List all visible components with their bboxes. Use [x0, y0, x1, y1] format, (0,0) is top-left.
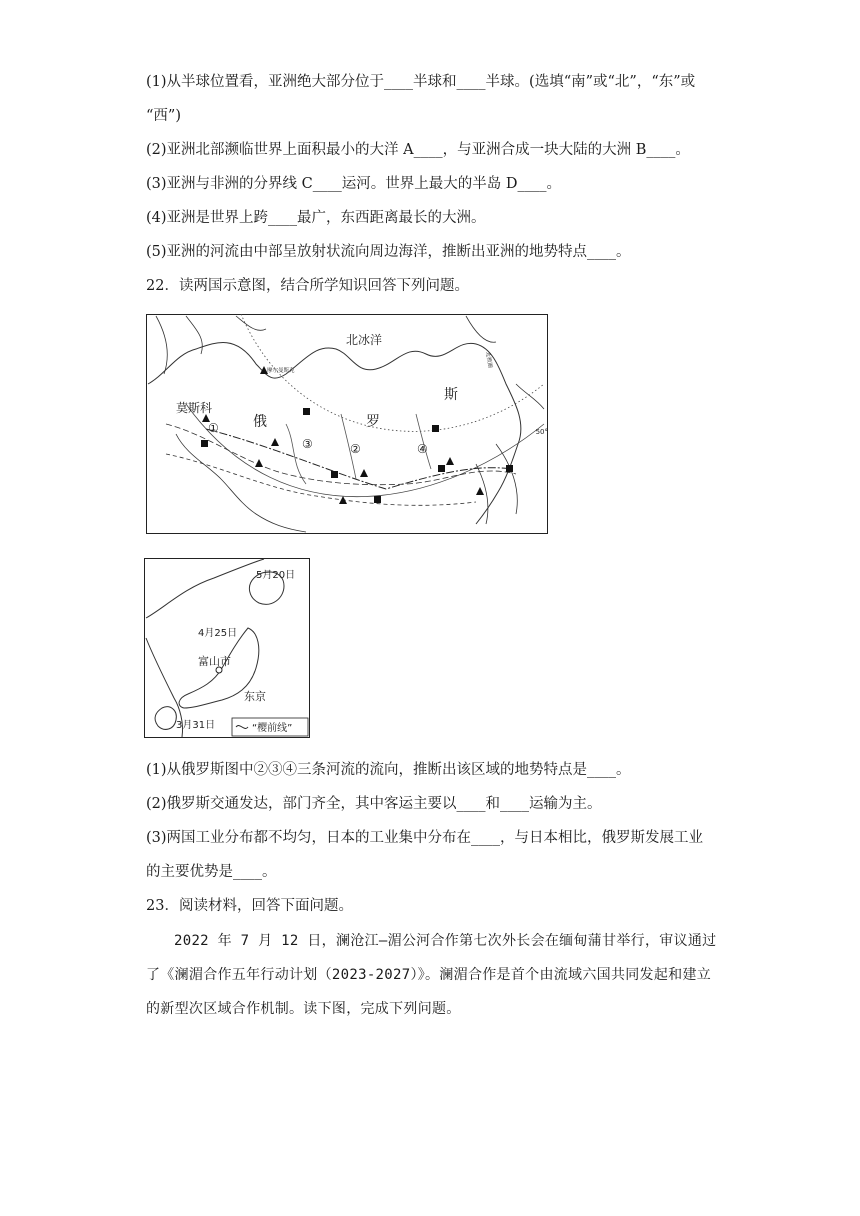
q22-sub1: (1)从俄罗斯图中②③④三条河流的流向，推断出该区域的地势特点是____。	[146, 762, 631, 778]
q21-sub1-line2: “西”)	[146, 108, 181, 124]
city-label-1: 富山市	[198, 655, 231, 668]
river-label-1: ①	[208, 421, 219, 435]
q22-sub3-line1: (3)两国工业分布都不均匀，日本的工业集中分布在____，与日本相比，俄罗斯发展工业	[146, 830, 704, 846]
country-label-3: 斯	[444, 387, 458, 403]
arctic-circle-label: 北极圈	[484, 351, 493, 369]
date-label-2: 4月25日	[198, 628, 238, 639]
river-label-4: ④	[417, 442, 428, 456]
q21-sub1-line1: (1)从半球位置看，亚洲绝大部分位于____半球和____半球。(选填“南”或“北”，“东”或	[146, 74, 696, 90]
q21-sub2: (2)亚洲北部濒临世界上面积最小的大洋 A____，与亚洲合成一块大陆的大洲 B____。	[146, 142, 690, 158]
q21-sub3: (3)亚洲与非洲的分界线 C____运河。世界上最大的半岛 D____。	[146, 176, 561, 192]
country-label-1: 俄	[253, 414, 267, 430]
murmansk-label: 摩尔曼斯克	[267, 368, 295, 374]
q21-sub4: (4)亚洲是世界上跨____最广，东西距离最长的大洲。	[146, 210, 486, 226]
river-label-3: ③	[302, 437, 313, 451]
q22-title: 22．读两国示意图，结合所学知识回答下列问题。	[146, 278, 469, 294]
moscow-label: 莫斯科	[176, 401, 213, 415]
q22-sub2: (2)俄罗斯交通发达，部门齐全，其中客运主要以____和____运输为主。	[146, 796, 602, 812]
city-label-2: 东京	[244, 690, 266, 703]
japan-map	[144, 558, 310, 738]
lat-label: 50°	[535, 428, 548, 436]
country-label-2: 罗	[366, 414, 380, 430]
q23-material: 2022 年 7 月 12 日，澜沧江—湄公河合作第七次外长会在缅甸蒲甘举行，审议通过了《澜湄合作五年行动计划（2023-2027）》。澜湄合作是首个由流域六国共同发起和建立的新型次区域合作机制。读下图，完成下列问题。	[146, 933, 717, 1017]
q23-title: 23．阅读材料，回答下面问题。	[146, 898, 353, 914]
ocean-label: 北冰洋	[346, 333, 383, 347]
q21-sub5: (5)亚洲的河流由中部呈放射状流向周边海洋，推断出亚洲的地势特点____。	[146, 244, 631, 260]
date-label-3: 3月31日	[176, 720, 216, 731]
russia-map	[146, 314, 548, 534]
river-label-2: ②	[350, 442, 361, 456]
date-label-1: 5月20日	[256, 570, 296, 581]
legend-label: “樱前线”	[252, 723, 293, 734]
q22-sub3-line2: 的主要优势是____。	[146, 864, 277, 880]
